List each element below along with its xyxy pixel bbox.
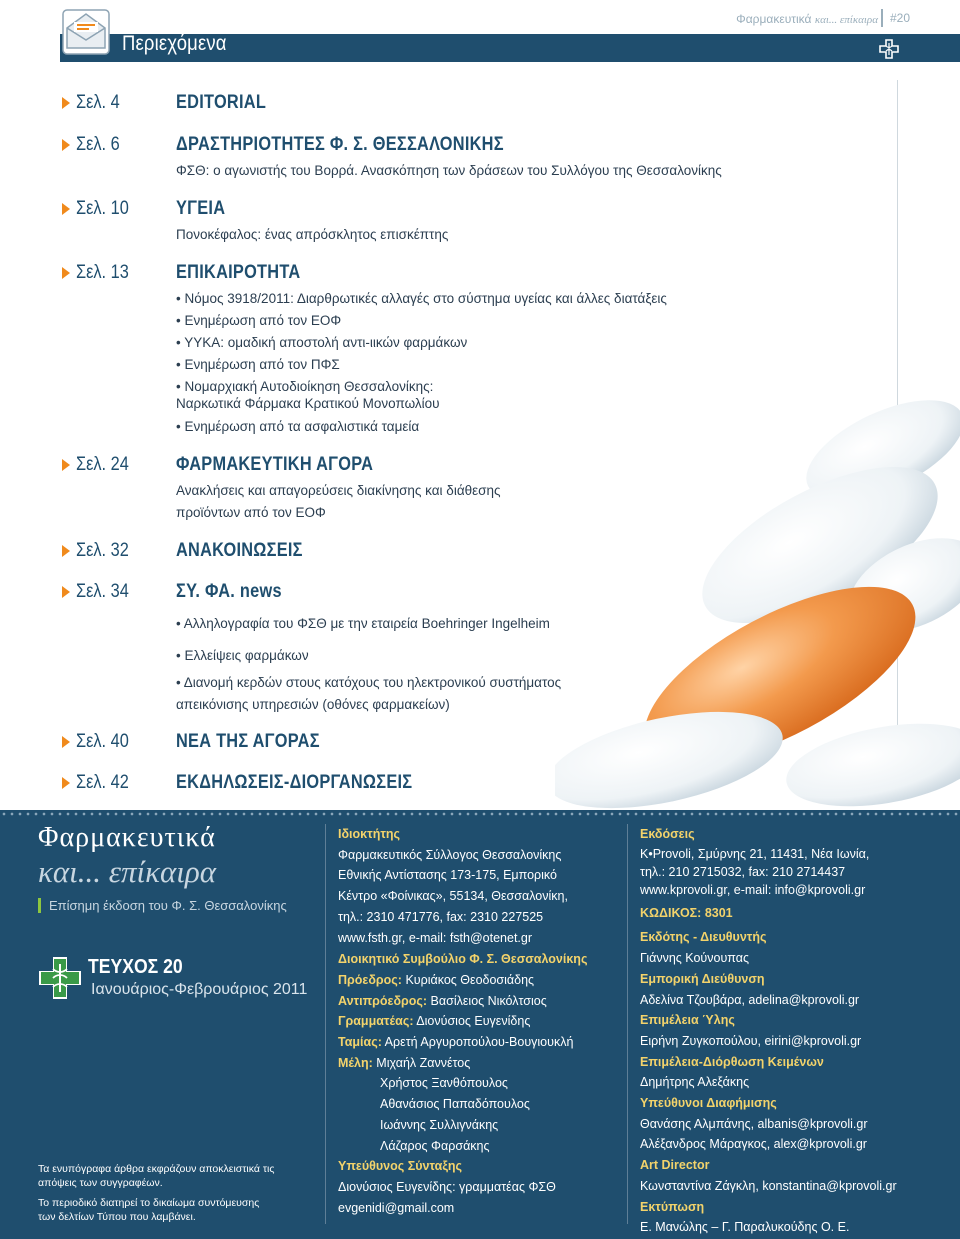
disclaimer-text: Τα ενυπόγραφα άρθρα εκφράζουν αποκλειστικά τις απόψεις των συγγραφέων. <box>38 1163 275 1189</box>
publisher-line: Αλέξανδρος Μάραγκος, alex@kprovoli.gr <box>640 1137 867 1152</box>
toc-page-marker <box>62 199 137 219</box>
publisher-heading: Art Director <box>640 1158 710 1173</box>
publisher-line: K•Provoli, Σμύρνης 21, 11431, Νέα Ιωνία, <box>640 846 870 861</box>
arrow-icon <box>62 777 70 789</box>
toc-line: απεικόνισης υπηρεσιών (οθόνες φαρμακείων) <box>176 697 450 712</box>
toc-page-label: Σελ. 6 <box>76 134 120 155</box>
editor-heading: Υπεύθυνος Σύνταξης <box>338 1159 463 1174</box>
toc-line: • Διανομή κερδών στους κατόχους του ηλεκτρονικού συστήματος <box>176 675 562 690</box>
toc-heading: ΝΕΑ ΤΗΣ ΑΓΟΡΑΣ <box>176 731 320 752</box>
toc-heading: ΕΠΙΚΑΙΡΟΤΗΤΑ <box>176 262 301 283</box>
issue-number: ΤΕΥΧΟΣ 20 <box>88 956 183 978</box>
toc-page-marker <box>62 582 137 602</box>
toc-heading: ΥΓΕΙΑ <box>176 198 226 219</box>
masthead-title: Φαρμακευτικά <box>736 12 812 26</box>
publisher-heading: Εκτύπωση <box>640 1199 705 1214</box>
publisher-heading: Εμπορική Διεύθυνση <box>640 971 765 986</box>
board-member: Μέλη: Μιχαήλ Ζαννέτος <box>338 1055 471 1070</box>
publisher-code: ΚΩΔΙΚΟΣ: 8301 <box>640 905 733 920</box>
owner-line: www.fsth.gr, e-mail: fsth@otenet.gr <box>338 930 533 945</box>
toc-line: • Ενημέρωση από τα ασφαλιστικά ταμεία <box>176 419 420 434</box>
toc-heading: ΕΚΔΗΛΩΣΕΙΣ-ΔΙΟΡΓΑΝΩΣΕΙΣ <box>176 772 413 793</box>
publisher-heading: Εκδότης - Διευθυντής <box>640 930 767 945</box>
publisher-line: τηλ.: 210 2715032, fax: 210 2714437 <box>640 864 846 879</box>
toc-page-label: Σελ. 34 <box>76 581 129 602</box>
dotted-border <box>0 810 960 818</box>
board-member: Ιωάννης Συλλιγνάκης <box>380 1117 499 1132</box>
masthead <box>736 12 878 26</box>
official-publication: Επίσημη έκδοση του Φ. Σ. Θεσσαλονίκης <box>38 898 287 913</box>
publisher-line: Δημήτρης Αλεξάκης <box>640 1075 750 1090</box>
toc-heading: ΑΝΑΚΟΙΝΩΣΕΙΣ <box>176 540 303 561</box>
issue-date: Ιανουάριος-Φεβρουάριος 2011 <box>91 981 308 998</box>
toc-line: • Ενημέρωση από τον ΕΟΦ <box>176 313 342 328</box>
arrow-icon <box>62 267 70 279</box>
toc-page-marker <box>62 135 127 155</box>
owner-heading: Ιδιοκτήτης <box>338 827 401 841</box>
owner-line: τηλ.: 2310 471776, fax: 2310 227525 <box>338 909 544 924</box>
board-member: Γραμματέας: Διονύσιος Ευγενίδης <box>338 1014 531 1029</box>
toc-heading: ΦΑΡΜΑΚΕΥΤΙΚΗ ΑΓΟΡΑ <box>176 454 374 475</box>
toc-line: • Νόμος 3918/2011: Διαρθρωτικές αλλαγές στο σύστημα υγείας και άλλες διατάξεις <box>176 291 667 306</box>
toc-page-marker <box>62 93 127 113</box>
toc-page-marker <box>62 773 137 793</box>
toc-page-label: Σελ. 24 <box>76 454 129 475</box>
arrow-icon <box>62 97 70 109</box>
envelope-icon <box>60 6 112 58</box>
owner-line: Κέντρο «Φοίνικας», 55134, Θεσσαλονίκη, <box>338 889 568 904</box>
toc-line: ΦΣΘ: ο αγωνιστής του Βορρά. Ανασκόπηση των δράσεων του Συλλόγου της Θεσσαλονίκης <box>176 163 722 178</box>
footer <box>0 810 960 1239</box>
owner-line: Εθνικής Αντίστασης 173-175, Εμπορικό <box>338 868 557 883</box>
editor-line: Διονύσιος Ευγενίδης: γραμματέας ΦΣΘ <box>338 1179 556 1194</box>
pharmacy-cross-logo-icon <box>38 956 82 1000</box>
toc-page-label: Σελ. 42 <box>76 772 129 793</box>
publisher-line: Ε. Μανώλης – Γ. Παραλυκούδης Ο. Ε. <box>640 1220 850 1235</box>
publisher-line: Αδελίνα Τζουβάρα, adelina@kprovoli.gr <box>640 992 860 1007</box>
pills-illustration <box>555 395 960 815</box>
board-member: Αντιπρόεδρος: Βασίλειος Νικόλτσιος <box>338 993 547 1008</box>
masthead-subtitle: και... επίκαιρα <box>814 14 878 26</box>
publisher-line: Ειρήνη Ζυγκοπούλου, eirini@kprovoli.gr <box>640 1033 862 1048</box>
toc-page-label: Σελ. 32 <box>76 540 129 561</box>
arrow-icon <box>62 203 70 215</box>
board-member: Ταμίας: Αρετή Αργυροπούλου-Βουγιουκλή <box>338 1035 574 1050</box>
publisher-heading: Επιμέλεια-Διόρθωση Κειμένων <box>640 1054 824 1069</box>
toc-page-marker <box>62 732 137 752</box>
publisher-line: www.kprovoli.gr, e-mail: info@kprovoli.gr <box>640 882 866 897</box>
page-title: Περιεχόμενα <box>122 32 227 55</box>
publisher-heading: Εκδόσεις <box>640 827 695 841</box>
arrow-icon <box>62 459 70 471</box>
board-member: Αθανάσιος Παπαδόπουλος <box>380 1097 530 1112</box>
owner-line: Φαρμακευτικός Σύλλογος Θεσσαλονίκης <box>338 847 562 862</box>
publisher-line: Γιάννης Κούνουπας <box>640 951 750 966</box>
toc-line: • ΥΥΚΑ: ομαδική αποστολή αντι-ιικών φαρμάκων <box>176 335 468 350</box>
toc-page-label: Σελ. 4 <box>76 92 120 113</box>
publisher-heading: Υπεύθυνοι Διαφήμισης <box>640 1096 777 1111</box>
publisher-heading: Επιμέλεια Ύλης <box>640 1013 735 1028</box>
publisher-line: Κωνσταντίνα Ζάγκλη, konstantina@kprovoli.gr <box>640 1178 897 1193</box>
toc-page-label: Σελ. 13 <box>76 262 129 283</box>
column-divider <box>325 824 326 1224</box>
disclaimer-text: Το περιοδικό διατηρεί το δικαίωμα συντόμευσης των δελτίων Τύπου που λαμβάνει. <box>38 1197 260 1223</box>
pharmacy-cross-icon <box>878 38 900 60</box>
owner-column <box>338 824 628 1218</box>
board-member: Χρήστος Ξανθόπουλος <box>380 1076 508 1091</box>
arrow-icon <box>62 545 70 557</box>
toc-line: • Νομαρχιακή Αυτοδιοίκηση Θεσσαλονίκης: <box>176 379 434 394</box>
publisher-column <box>640 824 950 1238</box>
toc-page-marker <box>62 541 137 561</box>
toc-line: • Ελλείψεις φαρμάκων <box>176 648 309 663</box>
toc-page-marker <box>62 455 137 475</box>
editor-line: evgenidi@gmail.com <box>338 1200 455 1215</box>
board-heading: Διοικητικό Συμβούλιο Φ. Σ. Θεσσαλονίκης <box>338 952 588 967</box>
arrow-icon <box>62 586 70 598</box>
issue-badge: #20 <box>881 9 910 27</box>
toc-line: Ανακλήσεις και απαγορεύσεις διακίνησης και διάθεσης <box>176 483 501 498</box>
publisher-line: Θανάσης Αλμπάνης, albanis@kprovoli.gr <box>640 1116 868 1131</box>
board-member: Λάζαρος Φαρσάκης <box>380 1138 490 1153</box>
toc-heading: ΣΥ. ΦΑ. news <box>176 581 282 602</box>
toc-page-marker <box>62 263 137 283</box>
magazine-title: Φαρμακευτικά <box>38 822 216 853</box>
toc-line: προϊόντων από τον ΕΟΦ <box>176 505 326 520</box>
arrow-icon <box>62 139 70 151</box>
toc-line: Ναρκωτικά Φάρμακα Κρατικού Μονοπωλίου <box>176 396 440 411</box>
toc-page-label: Σελ. 40 <box>76 731 129 752</box>
toc-line: • Αλληλογραφία του ΦΣΘ με την εταιρεία Boehringer Ingelheim <box>176 616 550 631</box>
toc-page-label: Σελ. 10 <box>76 198 129 219</box>
arrow-icon <box>62 736 70 748</box>
toc-heading: ΔΡΑΣΤΗΡΙΟΤΗΤΕΣ Φ. Σ. ΘΕΣΣΑΛΟΝΙΚΗΣ <box>176 134 504 155</box>
board-member: Πρόεδρος: Κυριάκος Θεοδοσιάδης <box>338 972 535 987</box>
toc-heading: EDITORIAL <box>176 92 267 113</box>
toc-line: Πονοκέφαλος: ένας απρόσκλητος επισκέπτης <box>176 227 449 242</box>
magazine-subtitle: και... επίκαιρα <box>38 854 217 889</box>
toc-line: • Ενημέρωση από τον ΠΦΣ <box>176 357 340 372</box>
